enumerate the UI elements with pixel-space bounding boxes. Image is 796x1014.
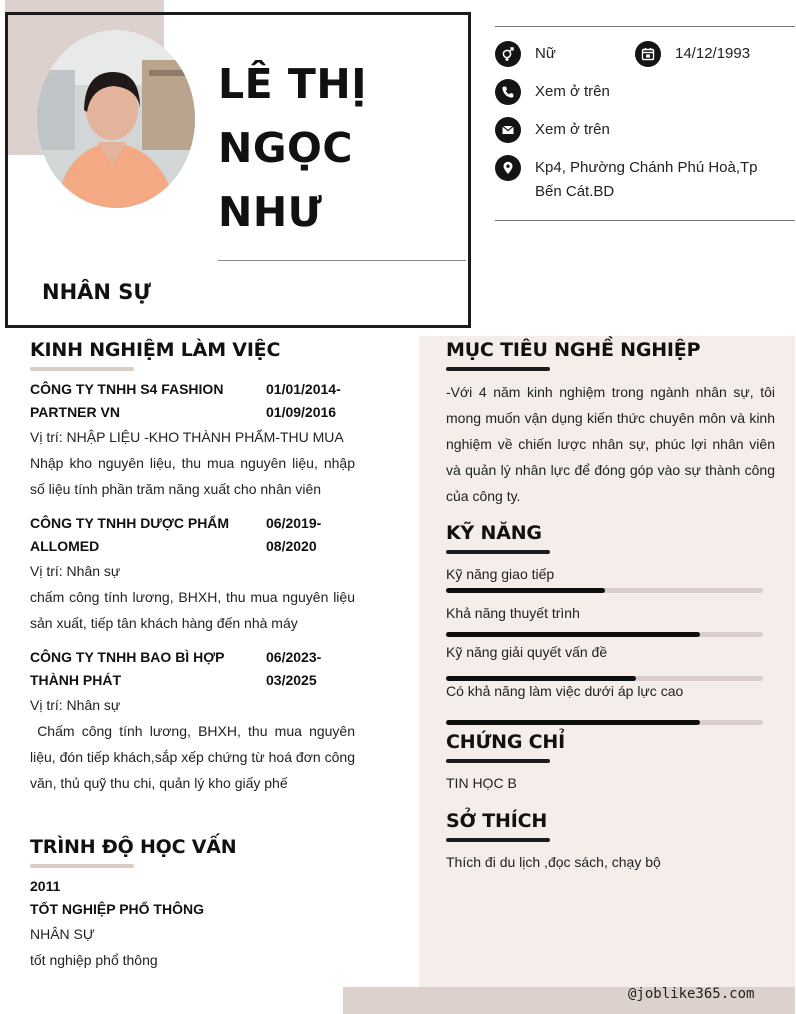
contact-divider-bottom [495, 220, 795, 221]
name-divider [218, 260, 466, 261]
skill-bar-track [446, 676, 763, 681]
job-entry [30, 512, 359, 636]
job-date: 06/2019-08/2020 [266, 515, 322, 554]
education-degree: TỐT NGHIỆP PHỔ THÔNG [30, 901, 204, 917]
job-company: CÔNG TY TNHH BAO BÌ HỢP THÀNH PHÁT [30, 649, 225, 688]
job-role: Vị trí: Nhân sự [30, 697, 121, 713]
full-name [218, 52, 458, 244]
gender-icon [495, 41, 521, 67]
job-company: CÔNG TY TNHH S4 FASHION PARTNER VN [30, 381, 224, 420]
skill-label: Có khả năng làm việc dưới áp lực cao [446, 683, 684, 699]
job-date: 01/01/2014-01/09/2016 [266, 381, 341, 420]
experience-underline [30, 367, 134, 371]
skill-bar-fill [446, 632, 700, 637]
education-underline [30, 864, 134, 868]
certificate-item: TIN HỌC B [446, 775, 517, 791]
mail-icon [495, 117, 521, 143]
hobbies-underline [446, 838, 550, 842]
skill-bar-track [446, 588, 763, 593]
skill-label: Khả năng thuyết trình [446, 605, 580, 621]
avatar-photo [37, 30, 195, 208]
gender-value: Nữ [535, 45, 556, 62]
name-line: NHƯ [218, 188, 323, 236]
certificates-title: CHỨNG CHỈ [446, 731, 565, 753]
calendar-icon [635, 41, 661, 67]
skill-bar-fill [446, 720, 700, 725]
email-value: Xem ở trên [535, 121, 610, 138]
job-date: 06/2023-03/2025 [266, 649, 322, 688]
hobbies-text: Thích đi du lịch ,đọc sách, chạy bộ [446, 854, 661, 870]
education-year: 2011 [30, 878, 61, 894]
job-header [30, 512, 355, 558]
avatar [37, 30, 195, 208]
job-description: chấm công tính lương, BHXH, thu mua nguyên liệu sản xuất, tiếp tân khách hàng đến nhà máy [30, 589, 359, 631]
job-entry [30, 378, 359, 502]
phone-icon [495, 79, 521, 105]
skill-bar-track [446, 632, 763, 637]
job-header [30, 378, 355, 424]
experience-title: KINH NGHIỆM LÀM VIỆC [30, 339, 281, 361]
name-line: LÊ THỊ [218, 60, 367, 108]
job-description: Chấm công tính lương, BHXH, thu mua nguyên liệu, đón tiếp khách,sắp xếp chứng từ hoá đơn công văn, thủ quỹ thu chi, quản lý kho giấy phế [30, 723, 359, 791]
job-description: Nhập kho nguyên liệu, thu mua nguyên liệu, nhập số liệu tính phần trăm năng xuất cho nhân viên [30, 455, 359, 497]
job-company: CÔNG TY TNHH DƯỢC PHẨM ALLOMED [30, 515, 230, 554]
phone-value: Xem ở trên [535, 83, 610, 100]
job-role: Vị trí: Nhân sự [30, 563, 121, 579]
job-title: NHÂN SỰ [42, 280, 151, 304]
name-line: NGỌC [218, 124, 353, 172]
objective-title: MỤC TIÊU NGHỀ NGHIỆP [446, 339, 701, 361]
skill-bar-track [446, 720, 763, 725]
contact-divider-top [495, 26, 795, 27]
hobbies-title: SỞ THÍCH [446, 810, 548, 832]
skill-label: Kỹ năng giao tiếp [446, 566, 555, 582]
education-major: NHÂN SỰ [30, 926, 95, 942]
address-value: Kp4, Phường Chánh Phú Hoà,Tp Bến Cát.BD [535, 159, 758, 200]
education-entry [30, 875, 360, 973]
certificates-underline [446, 759, 550, 763]
job-entry [30, 646, 359, 796]
objective-underline [446, 367, 550, 371]
skills-title: KỸ NĂNG [446, 522, 542, 544]
education-title: TRÌNH ĐỘ HỌC VẤN [30, 836, 237, 858]
footer-watermark: @joblike365.com [628, 986, 755, 1002]
location-icon [495, 155, 521, 181]
objective-text: -Với 4 năm kinh nghiệm trong ngành nhân sự, tôi mong muốn vận dụng kiến thức chuyên môn và kinh nghiệm về chiến lược nhân sự, phúc lợi nhân viên và quản lý nhân lực để đóng góp vào sự thành công của công ty. [446, 384, 775, 504]
birthday-value: 14/12/1993 [675, 45, 751, 62]
skill-bar-fill [446, 588, 605, 593]
skill-bar-fill [446, 676, 636, 681]
job-role: Vị trí: NHẬP LIỆU -KHO THÀNH PHẨM-THU MUA [30, 429, 344, 445]
education-description: tốt nghiệp phổ thông [30, 952, 158, 968]
skills-underline [446, 550, 550, 554]
job-header [30, 646, 355, 692]
skill-label: Kỹ năng giải quyết vấn đề [446, 644, 608, 660]
